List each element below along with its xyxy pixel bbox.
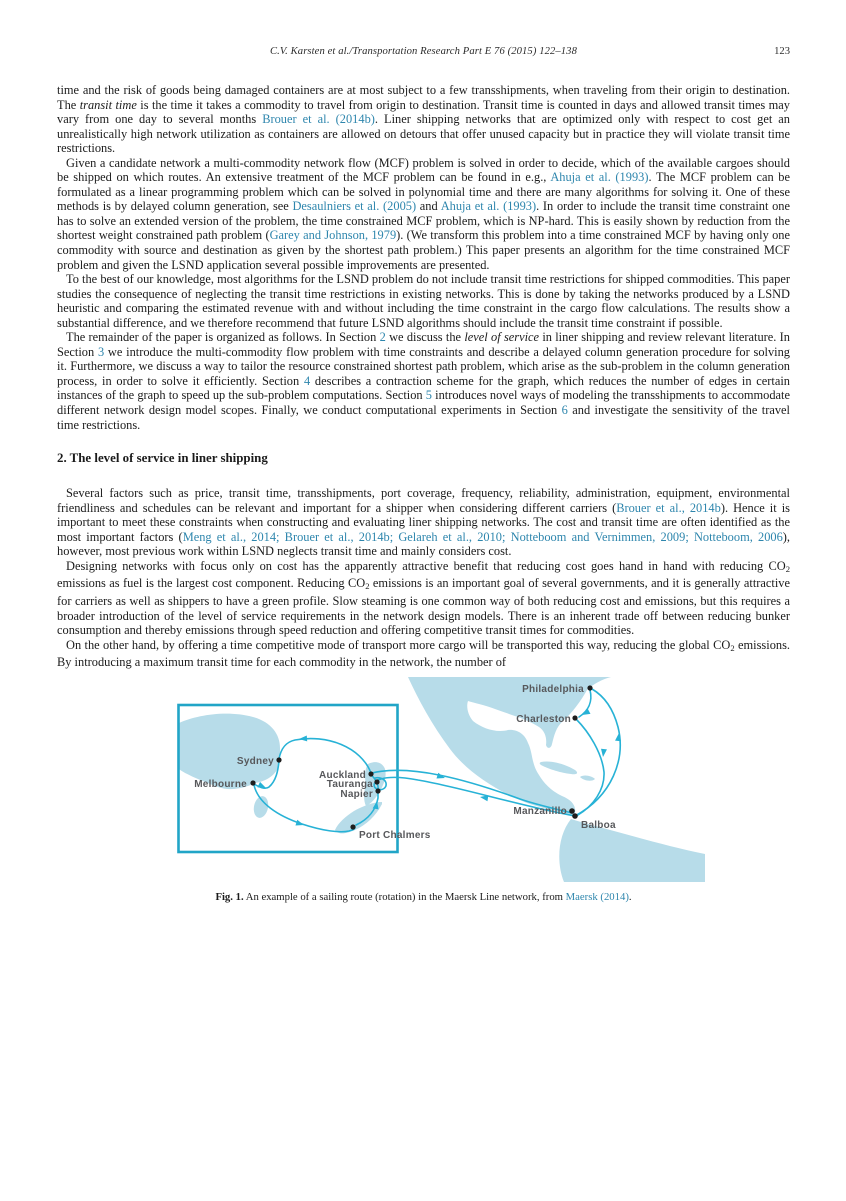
- text-segment: Fig. 1.: [215, 890, 244, 903]
- citation-link[interactable]: Ahuja et al. (1993): [440, 199, 537, 214]
- paragraph-3: [57, 272, 790, 330]
- citation-link[interactable]: 2: [379, 330, 386, 345]
- running-head: C.V. Karsten et al./Transportation Research Part E 76 (2015) 122–138: [270, 46, 577, 57]
- port-label-tauranga: Tauranga: [326, 778, 373, 790]
- paragraph-7: [57, 638, 790, 670]
- text-segment: describes a contraction scheme for the graph, which reduces the number of edges in certain instances of the graph to speed up the sub-problem computations. Section: [57, 373, 790, 403]
- citation-link[interactable]: Brouer et al., 2014b: [616, 500, 721, 515]
- text-segment: 2: [730, 642, 735, 653]
- text-segment: level of service: [464, 330, 540, 345]
- figure-1: [57, 677, 790, 903]
- text-segment: we introduce the multi-commodity flow problem with time constraints and describe a delayed column generation procedure for solving it. Furthermore, we discuss a way to tailor the resource constrained shortest path problem, which arise as the sub-problem in the column generation process, in order to solve it efficiently. Section: [57, 344, 790, 388]
- paragraph-4: [57, 330, 790, 432]
- page-number: 123: [774, 46, 790, 57]
- citation-link[interactable]: Desaulniers et al. (2005): [292, 199, 417, 214]
- citation-link[interactable]: 3: [97, 344, 105, 359]
- port-label-melbourne: Melbourne: [194, 778, 247, 790]
- text-segment: To the best of our knowledge, most algorithms for the LSND problem do not include transit time restrictions for shipped commodities. This paper studies the consequence of neglecting the transit time restrictions in existing networks. This is done by taking the networks produced by a LSND heuristic and comparing the estimated revenue with and without including the time constraint in the cargo flow calculations. The results show a substantial difference, and we therefore recommend that future LSND algorithms should include the transit time constraint if possible.: [57, 272, 790, 330]
- text-segment: . Liner shipping networks that are optimized only with respect to cost get an unrealistically high network utilization as containers are allowed on detours that offer unused capacity but in practice they will violate transit time restrictions.: [57, 112, 790, 156]
- port-dot-sydney: [276, 757, 281, 762]
- text-segment: emissions. By introducing a maximum transit time for each commodity in the network, the number of: [57, 637, 791, 670]
- citation-link[interactable]: 4: [303, 373, 311, 388]
- text-segment: The remainder of the paper is organized as follows. In Section: [66, 330, 380, 345]
- route-auckland-sydney: [279, 738, 371, 772]
- citation-link[interactable]: Brouer et al. (2014b): [262, 112, 375, 127]
- article-body: [57, 83, 790, 670]
- paper-page: [0, 46, 846, 903]
- route-charleston-balboa: [576, 719, 604, 815]
- paragraph-2: [57, 156, 790, 272]
- port-dot-manzanillo: [569, 808, 575, 814]
- text-segment: .: [628, 890, 632, 903]
- text-segment: 2: [785, 563, 790, 574]
- port-dot-philadelphia: [587, 685, 592, 690]
- citation-link[interactable]: 6: [561, 403, 568, 418]
- arrow-south-atlantic: [600, 748, 607, 757]
- port-dot-napier: [375, 788, 380, 793]
- port-dot-auckland: [368, 771, 373, 776]
- cuba-landmass: [540, 761, 577, 774]
- text-segment: we discuss the: [385, 330, 465, 345]
- paragraph-1: [57, 83, 790, 156]
- paragraph-5: [57, 486, 790, 559]
- text-segment: in liner shipping and review relevant literature. In Section: [57, 330, 790, 359]
- text-segment: ), however, most previous work within LSND neglects transit time and mainly considers cost.: [57, 529, 791, 559]
- arrow-north-atlantic: [615, 732, 622, 741]
- citation-link[interactable]: 5: [425, 388, 432, 403]
- port-label-charleston: Charleston: [516, 713, 571, 725]
- text-segment: An example of a sailing route (rotation) in the Maersk Line network, from: [243, 890, 566, 903]
- text-segment: time and the risk of goods being damaged containers are at most subject to a few transshipments, when traveling from their origin to destination. The: [57, 83, 790, 112]
- port-label-philadelphia: Philadelphia: [522, 683, 584, 695]
- port-label-sydney: Sydney: [236, 755, 274, 767]
- text-segment: . The MCF problem can be formulated as a linear programming problem which can be solved in polynomial time and there are many algorithms for solving it. One of these methods is by delayed column generation, see: [57, 170, 791, 214]
- page-header: [57, 46, 790, 60]
- port-dot-melbourne: [250, 780, 255, 785]
- text-segment: ). Hence it is important to meet these constraints when constructing and evaluating liner shipping networks. The cost and transit time are often identified as the most important factors (: [57, 500, 790, 544]
- arrow-westward-top: [299, 735, 307, 742]
- port-label-balboa: Balboa: [581, 819, 616, 831]
- text-segment: Several factors such as price, transit time, transshipments, port coverage, frequency, reliability, administration, equipment, environmental friendliness and schedules can be relevant and important for a shipper when considering different carriers (: [57, 486, 790, 515]
- port-dot-port-chalmers: [350, 824, 355, 829]
- hispaniola-landmass: [580, 775, 595, 780]
- text-segment: and: [416, 199, 441, 214]
- text-segment: ). (We transform this problem into a time constrained MCF by having only one commodity with source and destination as given by the shortest path problem.) This paper presents an algorithm for the time constrained MCF problem and given the LSND application several possible improvements are presented.: [57, 228, 791, 272]
- route-map-svg: [175, 677, 705, 882]
- port-label-port-chalmers: Port Chalmers: [359, 829, 431, 841]
- paragraph-6: [57, 559, 790, 638]
- text-segment: . In order to include the transit time constraint one has to solve an extended version of the problem, the time constrained MCF problem, which is NP-hard. This is easily shown by reduction from the shortest weight constrained path problem (: [57, 199, 790, 243]
- citation-link[interactable]: Maersk (2014): [565, 890, 629, 903]
- section-heading: 2. The level of service in liner shipping: [57, 451, 268, 466]
- port-label-manzanillo: Manzanillo: [513, 805, 567, 817]
- citation-link[interactable]: Garey and Johnson, 1979: [269, 228, 397, 243]
- text-segment: is the time it takes a commodity to travel from origin to destination. Transit time is counted in days and allowed transit times may vary from one day to several months: [57, 97, 790, 127]
- citation-link[interactable]: Meng et al., 2014; Brouer et al., 2014b; Gelareh et al., 2010; Notteboom and Vernimmen, 2009; Notteboom, 2006: [182, 529, 783, 544]
- text-segment: transit time: [79, 97, 137, 112]
- australia-landmass: [179, 713, 280, 788]
- arrow-to-charleston: [581, 708, 591, 717]
- text-segment: emissions as fuel is the largest cost component. Reducing CO: [57, 576, 366, 591]
- port-dot-tauranga: [374, 779, 379, 784]
- port-label-napier: Napier: [340, 788, 373, 800]
- text-segment: emissions is an important goal of several governments, and it is generally attractive for carriers as well as shippers to have a green profile. Slow steaming is one common way of both reducing cost and emissions, but this requires a broader introduction of the level of service requirements in the network design models. There is an inherent trade off between reducing bunker consumption and thereby emissions through speed reduction and offering competitive transit times for commodities.: [57, 576, 790, 638]
- text-segment: Designing networks with focus only on cost has the apparently attractive benefit that reducing cost goes hand in hand with reducing CO: [66, 558, 786, 573]
- citation-link[interactable]: Ahuja et al. (1993): [550, 170, 649, 185]
- port-label-auckland: Auckland: [318, 769, 366, 781]
- figure-caption: [57, 891, 790, 903]
- port-dot-balboa: [572, 813, 578, 819]
- text-segment: Given a candidate network a multi-commodity network flow (MCF) problem is solved in order to decide, which of the available cargoes should be shipped on which routes. An extensive treatment of the MCF problem can be found in e.g.,: [57, 155, 790, 185]
- arrow-to-melbourne: [257, 782, 267, 791]
- text-segment: introduces novel ways of modeling the transshipments to accommodate different network design model scopes. Finally, we conduct computational experiments in Section: [57, 388, 791, 418]
- text-segment: 2: [365, 581, 370, 592]
- port-dot-charleston: [572, 715, 577, 720]
- route-map: [175, 677, 705, 882]
- text-segment: and investigate the sensitivity of the travel time restrictions.: [57, 403, 790, 432]
- text-segment: On the other hand, by offering a time competitive mode of transport more cargo will be transported this way, reducing the global CO: [66, 637, 731, 652]
